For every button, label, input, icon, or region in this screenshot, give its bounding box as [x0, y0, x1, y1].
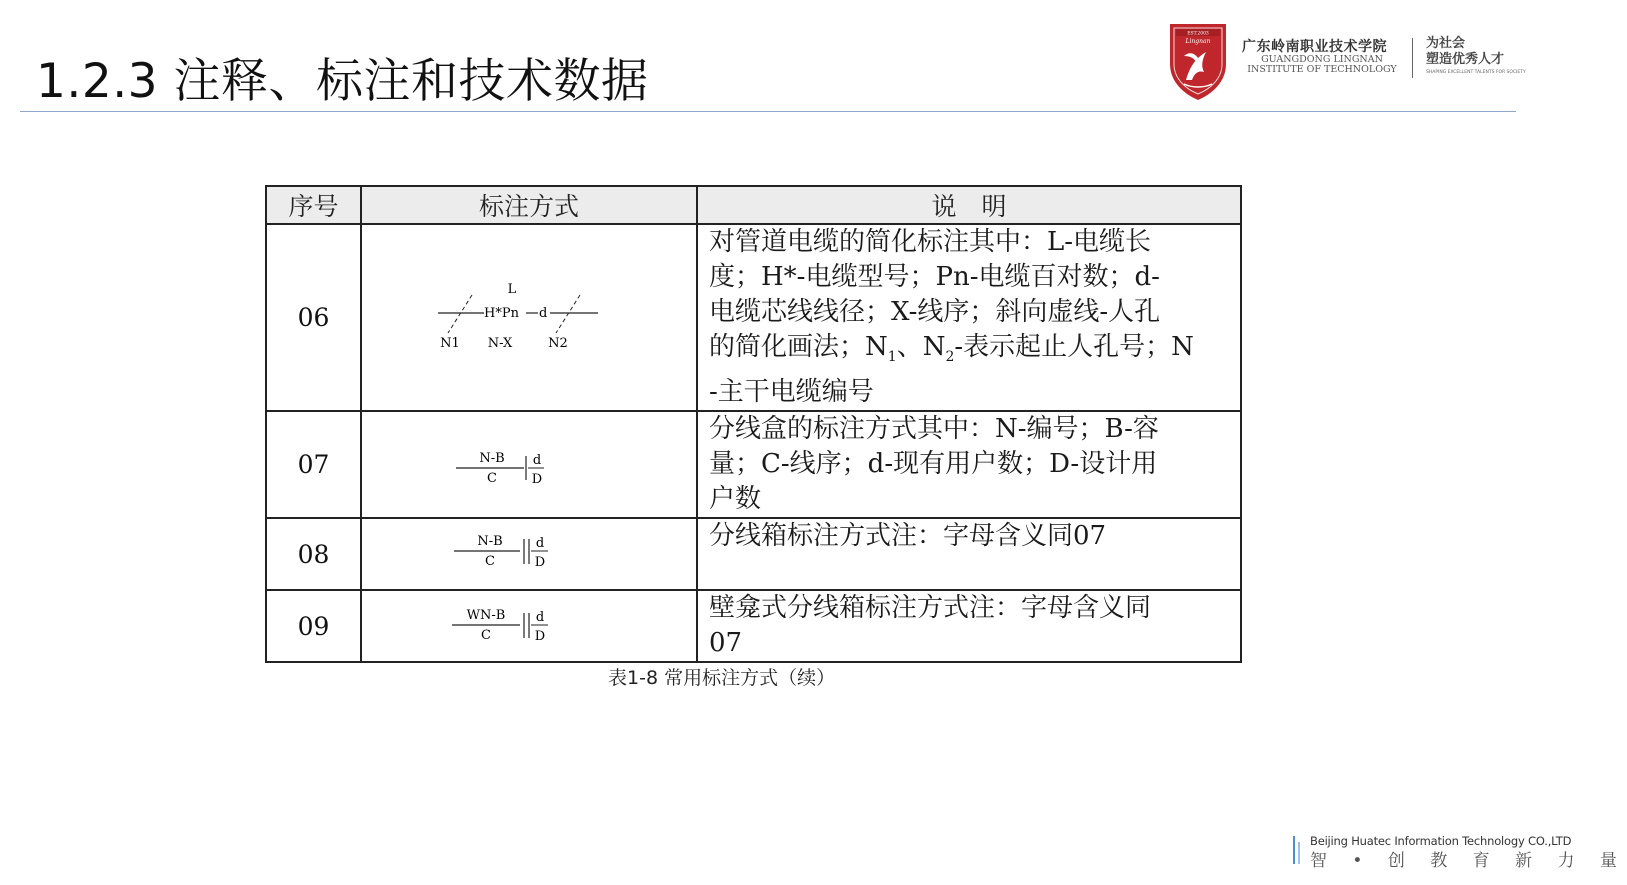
desc-line: 分线箱标注方式注：字母含义同07	[709, 521, 1107, 552]
diagram-right-top: d	[535, 536, 545, 552]
diagram-numerator: N-B	[479, 450, 505, 466]
diagram-right-bottom: D	[534, 555, 546, 571]
shield-mid-text: Lingnan	[1185, 38, 1211, 45]
table-row	[266, 411, 1241, 518]
slide-title: 1.2.3 注释、标注和技术数据	[36, 54, 649, 109]
desc-line: 度；H*-电缆型号；Pn-电缆百对数；d-	[709, 262, 1160, 292]
school-name-en	[1242, 55, 1402, 75]
row-mark	[361, 224, 697, 411]
diagram-denominator: C	[485, 554, 495, 570]
footer-slogan: 智 • 创 教 育 新 力 量	[1310, 851, 1627, 871]
distribution-box-mark-diagram	[362, 519, 696, 585]
desc-line: 量；C-线序；d-现有用户数；D-设计用	[709, 449, 1158, 480]
diagram-label-right: d	[539, 305, 548, 321]
diagram-label-top: L	[507, 281, 517, 297]
diagram-right-top: d	[535, 609, 545, 625]
diagram-label-mid-bottom: N-X	[487, 335, 513, 351]
row-description	[697, 411, 1241, 518]
diagram-denominator: C	[487, 470, 497, 486]
shield-emblem-icon	[1168, 22, 1228, 102]
diagram-denominator: C	[481, 627, 491, 643]
school-logo	[1168, 22, 1548, 106]
motto-en: SHAPING EXCELLENT TALENTS FOR SOCIETY	[1426, 70, 1526, 75]
desc-line: -主干电缆编号	[709, 377, 874, 408]
school-name-cn: 广东岭南职业技术学院	[1242, 39, 1387, 55]
table-caption: 表1-8 常用标注方式（续）	[608, 667, 836, 689]
logo-separator	[1412, 38, 1413, 78]
row-mark	[361, 518, 697, 590]
diagram-right-top: d	[532, 452, 542, 468]
row-description	[697, 518, 1241, 590]
table-header-row	[266, 186, 1241, 224]
desc-line: 分线盒的标注方式其中：N-编号；B-容	[709, 414, 1159, 445]
table-row	[266, 590, 1241, 662]
diagram-label-right-bottom: N2	[548, 335, 568, 351]
shield-top-text: EST.2003	[1187, 31, 1209, 37]
diagram-label-mid: H*Pn	[484, 305, 519, 321]
header-no: 序号	[266, 186, 361, 224]
wall-niche-box-mark-diagram	[362, 592, 696, 657]
motto-line1: 为社会	[1426, 36, 1466, 51]
diagram-numerator: N-B	[477, 534, 503, 550]
header-desc: 说 明	[697, 186, 1241, 224]
footer-bars-icon	[1293, 836, 1301, 864]
school-name-en-line2: INSTITUTE OF TECHNOLOGY	[1247, 64, 1397, 75]
row-number: 07	[266, 411, 361, 518]
desc-line-with-subscripts	[709, 330, 1230, 375]
pipe-cable-mark-diagram	[362, 231, 696, 401]
row-description	[697, 224, 1241, 411]
row-mark	[361, 590, 697, 662]
junction-box-mark-diagram	[362, 413, 696, 513]
desc-line: 对管道电缆的简化标注其中：L-电缆长	[709, 227, 1152, 257]
row-mark	[361, 411, 697, 518]
desc-part: -表示起止人孔号；N	[954, 332, 1194, 362]
row-number: 08	[266, 518, 361, 590]
annotation-table	[265, 185, 1242, 663]
diagram-numerator: WN-B	[466, 607, 506, 623]
table-row	[266, 518, 1241, 590]
diagram-label-left-bottom: N1	[440, 335, 460, 351]
desc-part: 、N	[896, 332, 946, 362]
table-row	[266, 224, 1241, 411]
school-name-en-line1: GUANGDONG LINGNAN	[1261, 54, 1383, 65]
desc-line: 户数	[709, 484, 762, 515]
row-number: 09	[266, 590, 361, 662]
desc-line: 壁龛式分线箱标注方式注：字母含义同	[709, 593, 1152, 624]
title-divider	[20, 111, 1516, 112]
motto-line2: 塑造优秀人才	[1426, 52, 1505, 67]
subscript: 2	[945, 349, 955, 366]
diagram-right-bottom: D	[531, 471, 543, 487]
desc-part: 的简化画法；N	[709, 332, 888, 362]
subscript: 1	[887, 349, 897, 366]
diagram-right-bottom: D	[534, 628, 546, 644]
row-number: 06	[266, 224, 361, 411]
desc-line: 电缆芯线线径；X-线序；斜向虚线-人孔	[709, 297, 1161, 327]
row-description	[697, 590, 1241, 662]
desc-line: 07	[709, 628, 743, 659]
footer-company: Beijing Huatec Information Technology CO.,LTD	[1310, 834, 1572, 848]
school-motto	[1426, 36, 1504, 68]
header-mark: 标注方式	[361, 186, 697, 224]
